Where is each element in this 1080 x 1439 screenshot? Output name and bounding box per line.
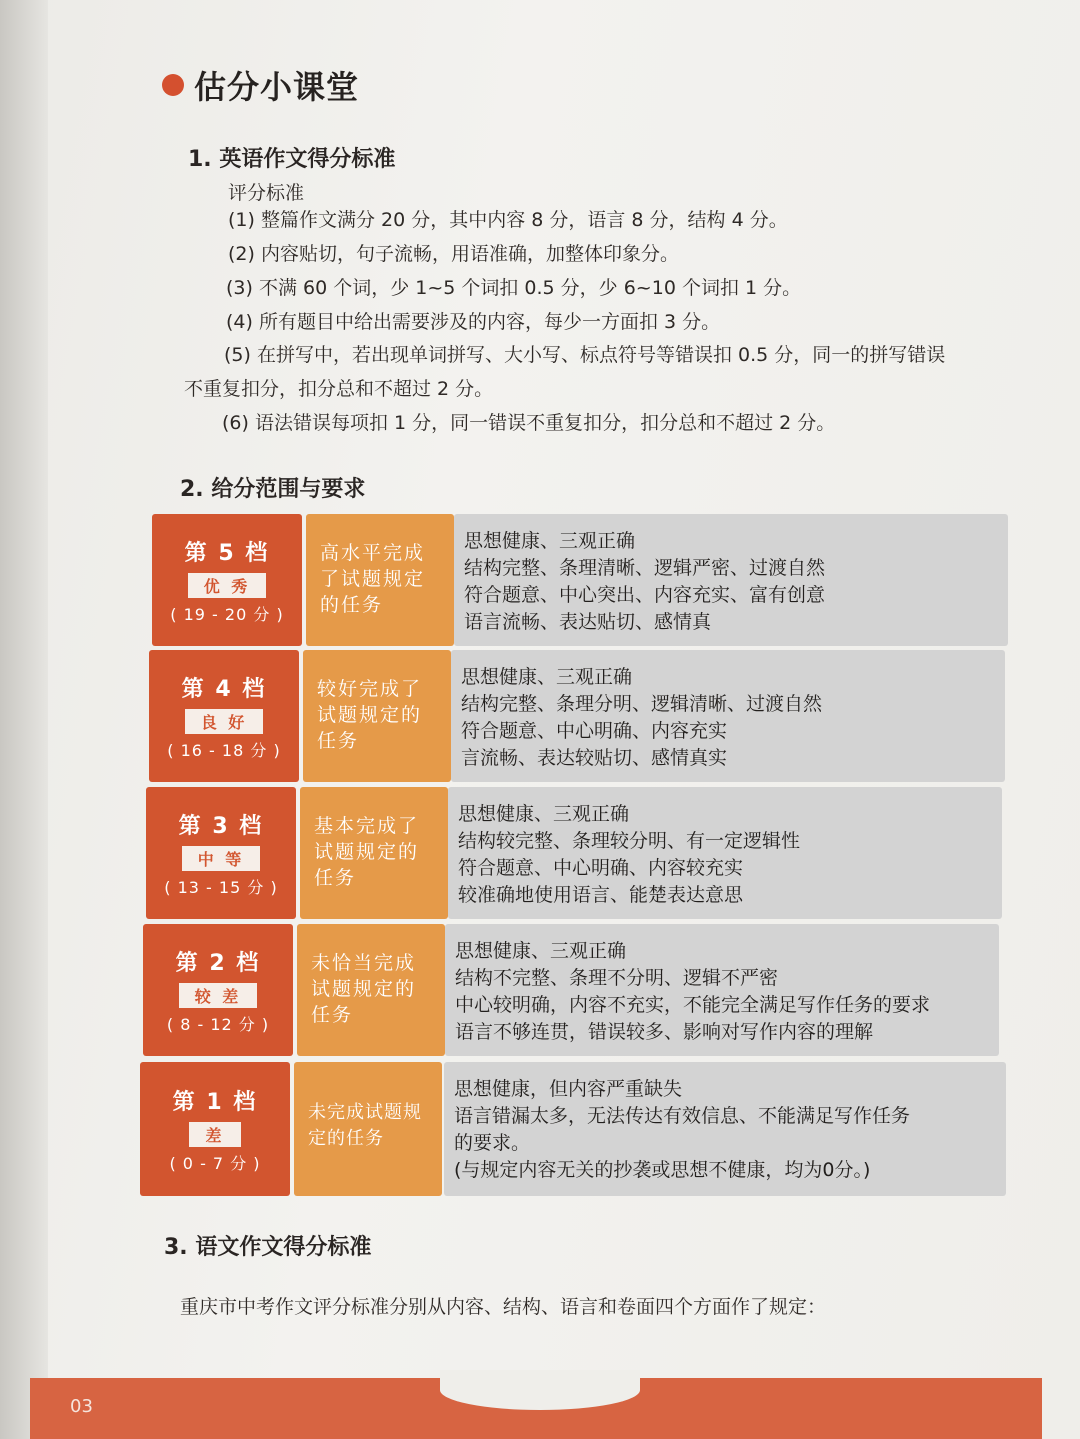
level-range: ( 13 - 15 分 )	[164, 877, 278, 897]
rule-line: (1) 整篇作文满分 20 分，其中内容 8 分，语言 8 分，结构 4 分。	[228, 209, 788, 231]
page-number: 03	[70, 1396, 93, 1417]
level-cell	[146, 787, 296, 919]
task-cell: 较好完成了试题规定的任务	[303, 650, 451, 782]
task-cell: 基本完成了试题规定的任务	[300, 787, 448, 919]
task-cell: 高水平完成了试题规定的任务	[306, 514, 454, 646]
level-cell	[149, 650, 299, 782]
desc-line: 的要求。	[454, 1132, 531, 1154]
level-cell	[140, 1062, 290, 1196]
grade-row	[143, 924, 1009, 1056]
desc-cell	[444, 1062, 1006, 1196]
desc-line: 结构不完整、条理不分明、逻辑不严密	[455, 967, 779, 989]
grade-row	[149, 650, 1011, 782]
desc-cell	[454, 514, 1008, 646]
task-cell: 未完成试题规定的任务	[294, 1062, 442, 1196]
desc-cell	[448, 787, 1002, 919]
grade-row	[140, 1062, 1008, 1196]
level-name: 第 5 档	[184, 540, 270, 566]
desc-line: 语言流畅、表达贴切、感情真	[464, 611, 712, 633]
desc-line: 思想健康、三观正确	[455, 940, 627, 962]
desc-line: 结构较完整、条理较分明、有一定逻辑性	[458, 830, 801, 852]
desc-cell	[445, 924, 999, 1056]
rule-line: (3) 不满 60 个词，少 1~5 个词扣 0.5 分，少 6~10 个词扣 1 分。	[226, 277, 802, 299]
chinese-heading: 3. 语文作文得分标准	[164, 1235, 372, 1260]
level-badge: 良 好	[185, 709, 264, 734]
desc-line: 较准确地使用语言、能楚表达意思	[458, 884, 744, 906]
desc-line: 结构完整、条理清晰、逻辑严密、过渡自然	[464, 557, 826, 579]
rule-line: (2) 内容贴切，句子流畅，用语准确，加整体印象分。	[228, 243, 679, 265]
desc-line: 符合题意、中心明确、内容较充实	[458, 857, 744, 879]
level-cell	[152, 514, 302, 646]
grading-heading: 2. 给分范围与要求	[180, 477, 366, 502]
rule-line: (6) 语法错误每项扣 1 分，同一错误不重复扣分，扣分总和不超过 2 分。	[222, 412, 836, 434]
level-range: ( 8 - 12 分 )	[166, 1014, 270, 1034]
grade-row	[152, 514, 1012, 646]
section-header	[162, 62, 359, 108]
desc-line: (与规定内容无关的抄袭或思想不健康，均为0分。)	[454, 1159, 871, 1181]
desc-line: 思想健康、三观正确	[458, 803, 630, 825]
section-title: 估分小课堂	[194, 68, 360, 106]
level-range: ( 19 - 20 分 )	[170, 604, 284, 624]
level-badge: 较 差	[179, 983, 258, 1008]
rule-line: (5) 在拼写中，若出现单词拼写、大小写、标点符号等错误扣 0.5 分，同一的拼写错误	[224, 344, 946, 366]
desc-line: 语言错漏太多，无法传达有效信息、不能满足写作任务	[454, 1105, 911, 1127]
desc-line: 符合题意、中心明确、内容充实	[461, 720, 728, 742]
grade-row	[146, 787, 1010, 919]
desc-cell	[451, 650, 1005, 782]
desc-line: 思想健康、三观正确	[461, 666, 633, 688]
footer-notch	[440, 1370, 640, 1410]
desc-line: 语言不够连贯，错误较多、影响对写作内容的理解	[455, 1021, 874, 1043]
level-name: 第 2 档	[175, 950, 261, 976]
level-range: ( 0 - 7 分 )	[169, 1153, 261, 1173]
desc-line: 思想健康，但内容严重缺失	[454, 1078, 683, 1100]
level-badge: 差	[189, 1122, 240, 1147]
level-cell	[143, 924, 293, 1056]
desc-line: 言流畅、表达较贴切、感情真实	[461, 747, 728, 769]
rule-line: 不重复扣分，扣分总和不超过 2 分。	[184, 378, 494, 400]
english-subheading: 评分标准	[228, 182, 305, 204]
desc-line: 中心较明确，内容不充实，不能完全满足写作任务的要求	[455, 994, 931, 1016]
level-badge: 优 秀	[188, 573, 267, 598]
desc-line: 结构完整、条理分明、逻辑清晰、过渡自然	[461, 693, 823, 715]
page-edge	[0, 0, 48, 1439]
task-cell: 未恰当完成试题规定的任务	[297, 924, 445, 1056]
level-name: 第 1 档	[172, 1089, 258, 1115]
rule-line: (4) 所有题目中给出需要涉及的内容，每少一方面扣 3 分。	[226, 311, 721, 333]
desc-line: 思想健康、三观正确	[464, 530, 636, 552]
level-name: 第 4 档	[181, 676, 267, 702]
english-heading: 1. 英语作文得分标准	[188, 147, 396, 172]
level-name: 第 3 档	[178, 813, 264, 839]
bullet-dot-icon	[162, 74, 184, 96]
level-badge: 中 等	[182, 846, 261, 871]
desc-line: 符合题意、中心突出、内容充实、富有创意	[464, 584, 826, 606]
level-range: ( 16 - 18 分 )	[167, 740, 281, 760]
chinese-intro: 重庆市中考作文评分标准分别从内容、结构、语言和卷面四个方面作了规定：	[180, 1296, 827, 1318]
